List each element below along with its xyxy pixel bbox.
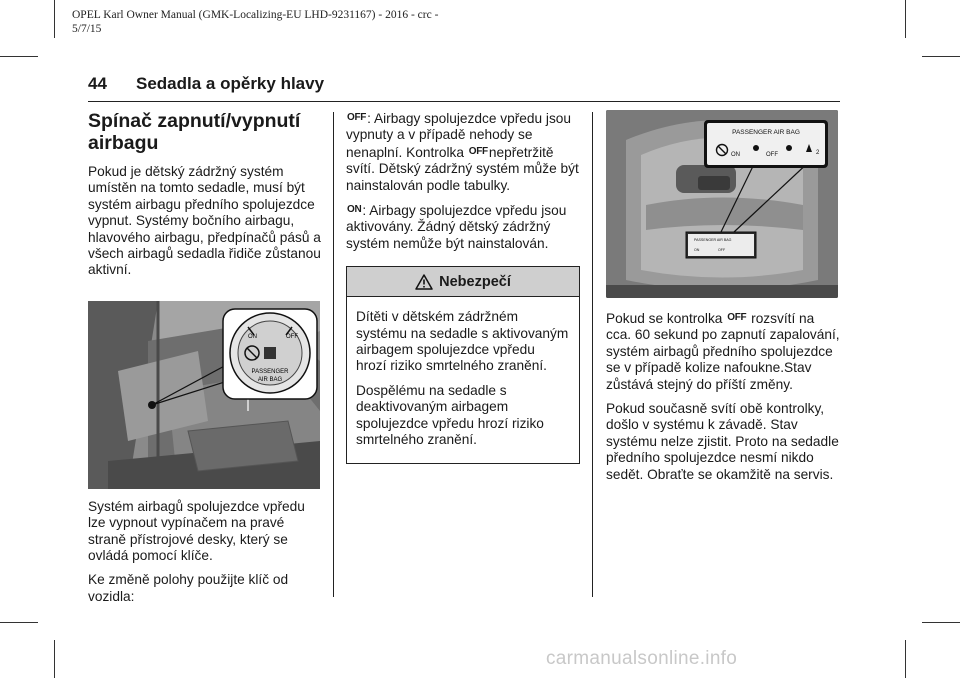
page-number: 44: [88, 74, 107, 93]
airbag-on-text: : Airbagy spolujezdce vpředu jsou aktivovány. Žádný dětský zádržný systém nemůže být nainstalován.: [346, 203, 567, 251]
crop-mark: [905, 0, 906, 38]
danger-header: [347, 267, 579, 297]
column-3: [606, 110, 842, 491]
airbag-off-symbol-icon: OFF: [468, 145, 488, 157]
airbag-on-paragraph: [346, 202, 582, 252]
danger-box: [346, 266, 580, 463]
airbag-off-symbol-icon: OFF: [347, 112, 367, 123]
crop-mark: [54, 640, 55, 678]
airbag-off-symbol-icon: OFF: [727, 312, 747, 323]
chapter-title: Sedadla a opěrky hlavy: [136, 74, 325, 93]
danger-body: [347, 297, 579, 462]
section-heading: Spínač zapnutí/vypnutí airbagu: [88, 110, 301, 154]
crop-mark: [54, 0, 55, 38]
print-header: [72, 8, 438, 36]
indicator-panel-photo: [606, 110, 838, 298]
warning-triangle-icon: [415, 274, 433, 290]
paragraph: Ke změně polohy použijte klíč od vozidla:: [88, 572, 289, 604]
heading-rule: [88, 101, 840, 102]
paragraph: Systém airbagů spolujezdce vpředu lze vypnout vypínačem na pravé straně přístrojové desky, který se ovládá pomocí klíče.: [88, 498, 305, 564]
indicator-paragraph: [606, 310, 842, 393]
print-header-date: 5/7/15: [72, 23, 102, 35]
crop-mark: [0, 56, 38, 57]
airbag-off-text-b: nepřetržitě svítí. Dětský zádržný systém může být nainstalován podle tabulky.: [346, 144, 579, 193]
dashboard-illustration: [88, 301, 320, 489]
airbag-off-text-a: : Airbagy spolujezdce vpředu jsou vypnuty a v případě nehody se nenaplní. Kontrolka: [346, 111, 572, 160]
airbag-switch-photo: [88, 301, 320, 489]
danger-paragraph: Dospělému na sedadle s deaktivovaným airbagem spolujezdce vpředu hrozí riziko smrtelného zranění.: [356, 382, 544, 448]
indicator-on-text: ON: [731, 152, 740, 158]
airbag-on-symbol-icon: ON: [347, 204, 362, 216]
column-divider: [333, 112, 334, 597]
paragraph: Pokud je dětský zádržný systém umístěn na tomto sedadle, musí být systém airbagu předního spolujezdce vypnut. Systémy bočního airbagu, hlavového airbagu, předpínačů pásů a všech airbagů sedadla řidiče zůstanou aktivní.: [88, 164, 321, 278]
indicator-on-text-small: ON: [694, 248, 700, 252]
indicator-text-b: rozsvítí na cca. 60 sekund po zapnutí zapalování, systém airbagů předního spolujezdce se v případě kolize nafoukne.Stav zůstává stejný do příští změny.: [606, 311, 840, 392]
indicator-label: PASSENGER AIR BAG: [732, 129, 800, 136]
crop-mark: [0, 622, 38, 623]
crop-mark: [905, 640, 906, 678]
page-heading: [88, 74, 324, 94]
switch-on-label: ON: [248, 333, 257, 340]
switch-off-label: OFF: [286, 333, 298, 340]
crop-mark: [922, 56, 960, 57]
indicator-off-text: OFF: [766, 152, 778, 158]
print-header-line: OPEL Karl Owner Manual (GMK-Localizing-EU LHD-9231167) - 2016 - crc -: [72, 9, 439, 21]
indicator-seat-number: 2: [816, 150, 820, 156]
indicator-off-text-small: OFF: [718, 248, 726, 252]
watermark: carmanualsonline.info: [546, 648, 738, 669]
indicator-text-a: Pokud se kontrolka: [606, 311, 727, 326]
switch-airbag-label: AIR BAG: [257, 376, 283, 383]
overhead-console-illustration: [606, 110, 838, 298]
danger-title: Nebezpečí: [439, 273, 511, 290]
column-divider: [592, 112, 593, 597]
column-1: [88, 110, 324, 613]
indicator-label-small: PASSENGER AIR BAG: [694, 238, 732, 242]
switch-passenger-label: PASSENGER: [251, 368, 289, 375]
column-2: [346, 110, 582, 464]
paragraph: Pokud současně svítí obě kontrolky, došlo v systému k závadě. Stav systému nelze zjistit. Proto na sedadle předního spolujezdce nesmí nikdo sedět. Obraťte se okamžitě na servis.: [606, 401, 839, 482]
danger-paragraph: Dítěti v dětském zádržném systému na sedadle s aktivovaným airbagem spolujezdce vpředu hrozí riziko smrtelného zranění.: [356, 309, 569, 374]
crop-mark: [922, 622, 960, 623]
airbag-off-paragraph: [346, 110, 582, 194]
